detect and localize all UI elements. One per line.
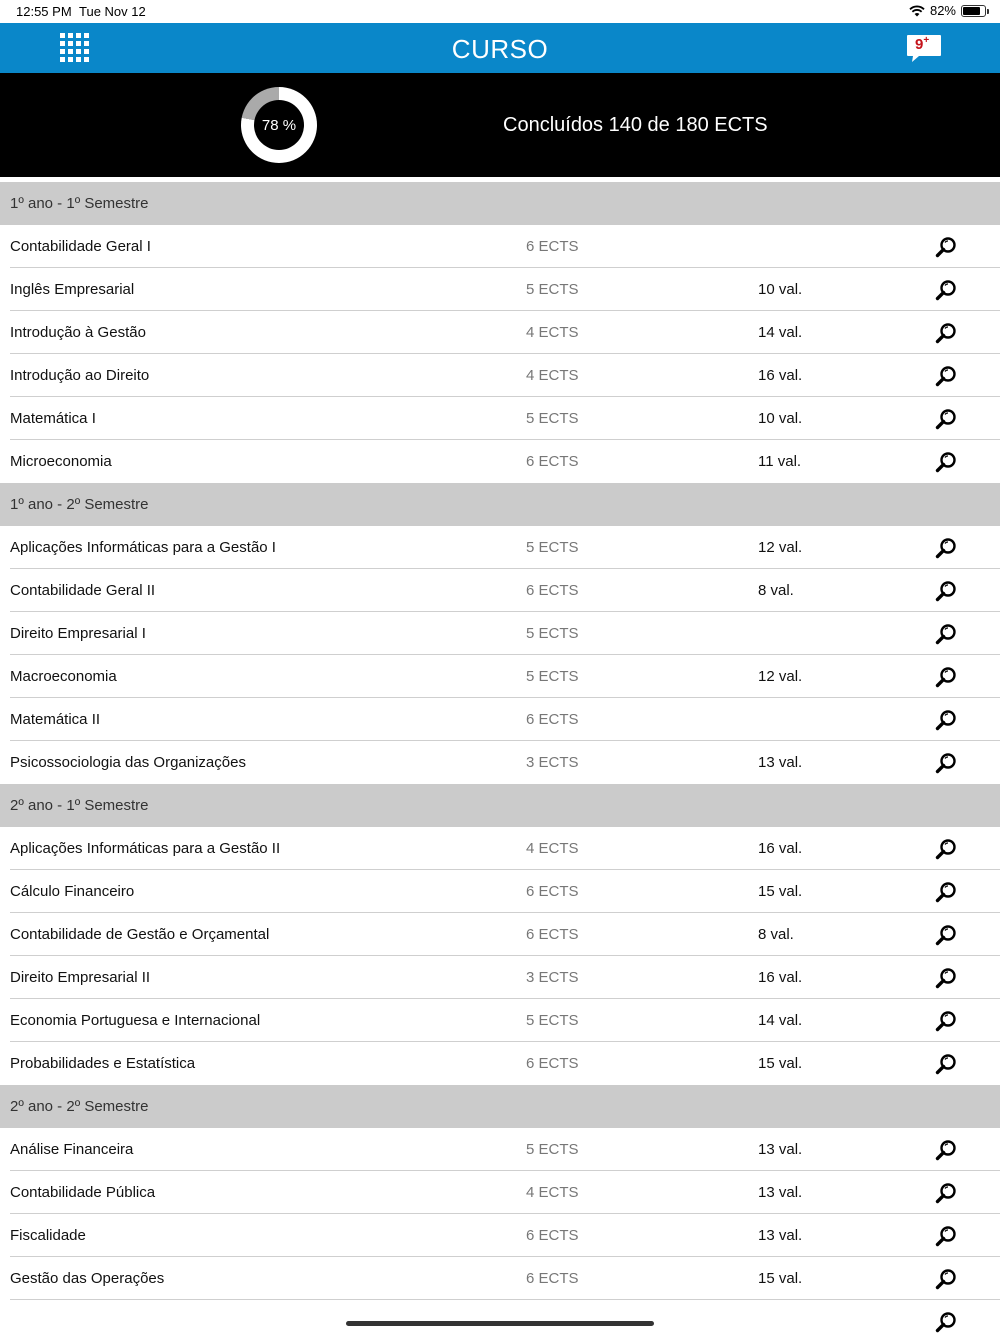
course-grade: 15 val. bbox=[758, 1055, 803, 1072]
course-row[interactable] bbox=[0, 1042, 1000, 1085]
search-icon[interactable] bbox=[935, 1225, 957, 1247]
course-grade: 8 val. bbox=[758, 926, 794, 943]
course-ects: 6 ECTS bbox=[526, 238, 579, 255]
course-row[interactable] bbox=[0, 612, 1000, 655]
battery-percent: 82% bbox=[929, 3, 956, 18]
course-row[interactable] bbox=[0, 999, 1000, 1042]
course-name: Psicossociologia das Organizações bbox=[10, 754, 246, 771]
messages-count: 9+ bbox=[915, 35, 930, 53]
battery-fill bbox=[963, 7, 980, 15]
battery-icon bbox=[961, 5, 986, 17]
course-row[interactable] bbox=[0, 225, 1000, 268]
course-name: Fiscalidade bbox=[10, 1227, 86, 1244]
course-ects: 5 ECTS bbox=[526, 625, 579, 642]
course-name: Análise Financeira bbox=[10, 1141, 134, 1158]
course-name: Inglês Empresarial bbox=[10, 281, 135, 298]
course-name: Cálculo Financeiro bbox=[10, 883, 135, 900]
course-grade: 13 val. bbox=[758, 1141, 803, 1158]
course-row[interactable] bbox=[0, 354, 1000, 397]
course-ects: 6 ECTS bbox=[526, 1227, 579, 1244]
course-ects: 4 ECTS bbox=[526, 367, 579, 384]
course-row[interactable] bbox=[0, 1214, 1000, 1257]
course-ects: 4 ECTS bbox=[526, 840, 579, 857]
course-ects: 5 ECTS bbox=[526, 668, 579, 685]
course-row[interactable] bbox=[0, 741, 1000, 784]
section-header: 2º ano - 2º Semestre bbox=[0, 1085, 1000, 1128]
course-ects: 6 ECTS bbox=[526, 453, 579, 470]
course-row[interactable] bbox=[0, 827, 1000, 870]
course-ects: 3 ECTS bbox=[526, 969, 579, 986]
course-ects: 6 ECTS bbox=[526, 1270, 579, 1287]
course-grade: 10 val. bbox=[758, 281, 803, 298]
search-icon[interactable] bbox=[935, 1139, 957, 1161]
course-grade: 14 val. bbox=[758, 1012, 803, 1029]
course-list bbox=[0, 182, 1000, 1334]
search-icon[interactable] bbox=[935, 1053, 957, 1075]
search-icon[interactable] bbox=[935, 537, 957, 559]
search-icon[interactable] bbox=[935, 838, 957, 860]
course-grade: 13 val. bbox=[758, 1184, 803, 1201]
status-date: Tue Nov 12 bbox=[79, 4, 146, 19]
status-time: 12:55 PM bbox=[16, 4, 72, 19]
search-icon[interactable] bbox=[935, 666, 957, 688]
course-row[interactable] bbox=[0, 870, 1000, 913]
progress-percent: 78 % bbox=[254, 100, 304, 150]
nav-bar bbox=[0, 23, 1000, 73]
course-row[interactable] bbox=[0, 440, 1000, 483]
course-ects: 6 ECTS bbox=[526, 883, 579, 900]
messages-button[interactable] bbox=[905, 33, 943, 65]
section-header: 2º ano - 1º Semestre bbox=[0, 784, 1000, 827]
section-header: 1º ano - 1º Semestre bbox=[0, 182, 1000, 225]
course-ects: 5 ECTS bbox=[526, 1012, 579, 1029]
course-ects: 6 ECTS bbox=[526, 926, 579, 943]
course-name: Macroeconomia bbox=[10, 668, 117, 685]
course-name: Probabilidades e Estatística bbox=[10, 1055, 196, 1072]
search-icon[interactable] bbox=[935, 623, 957, 645]
course-grade: 15 val. bbox=[758, 883, 803, 900]
course-ects: 5 ECTS bbox=[526, 1141, 579, 1158]
course-row[interactable] bbox=[0, 1128, 1000, 1171]
course-ects: 6 ECTS bbox=[526, 1055, 579, 1072]
course-row[interactable] bbox=[0, 1300, 1000, 1334]
course-name: Gestão das Operações bbox=[10, 1270, 165, 1287]
course-row[interactable] bbox=[0, 1257, 1000, 1300]
course-ects: 4 ECTS bbox=[526, 324, 579, 341]
course-grade: 12 val. bbox=[758, 539, 803, 556]
progress-summary bbox=[0, 73, 1000, 177]
search-icon[interactable] bbox=[935, 1311, 957, 1333]
search-icon[interactable] bbox=[935, 236, 957, 258]
course-name: Matemática II bbox=[10, 711, 101, 728]
course-grade: 10 val. bbox=[758, 410, 803, 427]
course-name: Contabilidade de Gestão e Orçamental bbox=[10, 926, 270, 943]
search-icon[interactable] bbox=[935, 408, 957, 430]
course-grade: 8 val. bbox=[758, 582, 794, 599]
course-name: Contabilidade Geral II bbox=[10, 582, 156, 599]
course-name: Introdução à Gestão bbox=[10, 324, 146, 341]
course-name: Matemática I bbox=[10, 410, 96, 427]
course-name: Introdução ao Direito bbox=[10, 367, 150, 384]
search-icon[interactable] bbox=[935, 322, 957, 344]
search-icon[interactable] bbox=[935, 279, 957, 301]
course-row[interactable] bbox=[0, 569, 1000, 612]
course-row[interactable] bbox=[0, 698, 1000, 741]
course-row[interactable] bbox=[0, 913, 1000, 956]
course-grade: 15 val. bbox=[758, 1270, 803, 1287]
course-ects: 5 ECTS bbox=[526, 410, 579, 427]
course-row[interactable] bbox=[0, 268, 1000, 311]
course-row[interactable] bbox=[0, 397, 1000, 440]
course-row[interactable] bbox=[0, 311, 1000, 354]
course-name: Contabilidade Geral I bbox=[10, 238, 151, 255]
search-icon[interactable] bbox=[935, 881, 957, 903]
course-grade: 16 val. bbox=[758, 840, 803, 857]
course-name: Direito Empresarial II bbox=[10, 969, 151, 986]
course-name: Contabilidade Pública bbox=[10, 1184, 156, 1201]
home-indicator[interactable] bbox=[346, 1321, 654, 1326]
course-ects: 5 ECTS bbox=[526, 281, 579, 298]
search-icon[interactable] bbox=[935, 580, 957, 602]
course-grade: 16 val. bbox=[758, 367, 803, 384]
search-icon[interactable] bbox=[935, 1268, 957, 1290]
course-name: Microeconomia bbox=[10, 453, 112, 470]
course-grade: 11 val. bbox=[758, 453, 802, 470]
course-name: Direito Empresarial I bbox=[10, 625, 146, 642]
course-ects: 4 ECTS bbox=[526, 1184, 579, 1201]
page-title: CURSO bbox=[451, 34, 549, 64]
course-name: Economia Portuguesa e Internacional bbox=[10, 1012, 261, 1029]
progress-donut bbox=[241, 87, 317, 163]
search-icon[interactable] bbox=[935, 967, 957, 989]
course-ects: 5 ECTS bbox=[526, 539, 579, 556]
course-grade: 14 val. bbox=[758, 324, 803, 341]
search-icon[interactable] bbox=[935, 1010, 957, 1032]
course-grade: 12 val. bbox=[758, 668, 803, 685]
wifi-icon bbox=[909, 5, 925, 17]
course-name: Aplicações Informáticas para a Gestão I bbox=[10, 539, 276, 556]
course-grade: 16 val. bbox=[758, 969, 803, 986]
progress-text: Concluídos 140 de 180 ECTS bbox=[503, 114, 768, 136]
search-icon[interactable] bbox=[935, 709, 957, 731]
course-name: Aplicações Informáticas para a Gestão II bbox=[10, 840, 281, 857]
course-grade: 13 val. bbox=[758, 754, 803, 771]
course-row[interactable] bbox=[0, 1171, 1000, 1214]
course-grade: 13 val. bbox=[758, 1227, 803, 1244]
search-icon[interactable] bbox=[935, 365, 957, 387]
course-row[interactable] bbox=[0, 956, 1000, 999]
course-ects: 6 ECTS bbox=[526, 711, 579, 728]
search-icon[interactable] bbox=[935, 451, 957, 473]
search-icon[interactable] bbox=[935, 924, 957, 946]
course-ects: 6 ECTS bbox=[526, 582, 579, 599]
course-row[interactable] bbox=[0, 526, 1000, 569]
search-icon[interactable] bbox=[935, 1182, 957, 1204]
course-row[interactable] bbox=[0, 655, 1000, 698]
course-ects: 3 ECTS bbox=[526, 754, 579, 771]
search-icon[interactable] bbox=[935, 752, 957, 774]
section-header: 1º ano - 2º Semestre bbox=[0, 483, 1000, 526]
status-indicators bbox=[909, 3, 986, 18]
status-bar bbox=[0, 0, 1000, 23]
